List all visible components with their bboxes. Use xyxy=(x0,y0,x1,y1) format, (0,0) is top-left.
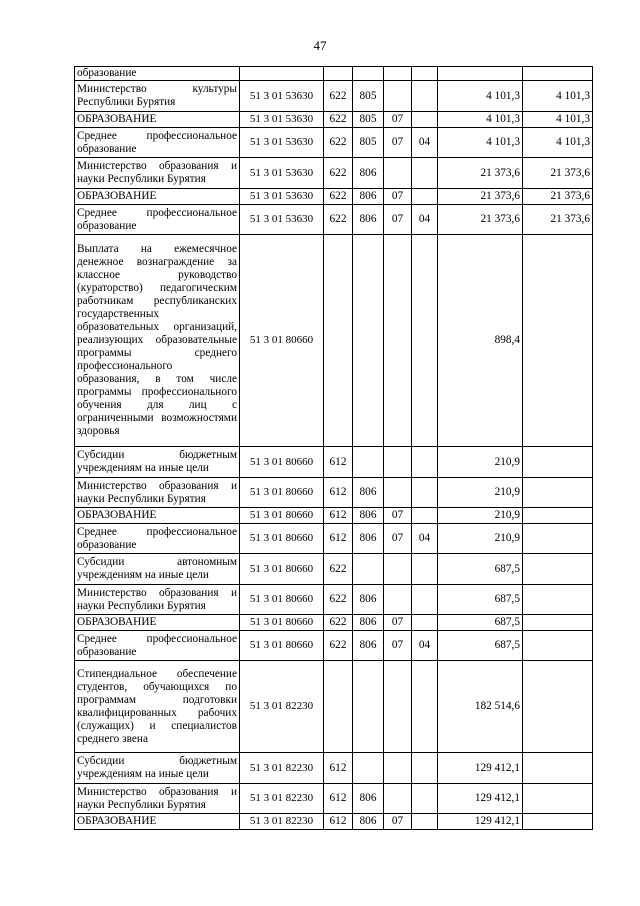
row-subsection xyxy=(412,112,438,128)
table-row xyxy=(75,508,593,524)
row-section xyxy=(384,661,412,753)
row-amount-federal xyxy=(523,235,593,447)
row-subsection xyxy=(412,615,438,631)
row-amount xyxy=(438,67,523,81)
table-row xyxy=(75,631,593,661)
row-ministry-code: 806 xyxy=(353,585,384,615)
table-row xyxy=(75,585,593,615)
table-row xyxy=(75,615,593,631)
row-target-code: 51 3 01 80660 xyxy=(240,235,324,447)
row-ministry-code: 806 xyxy=(353,205,384,235)
table-row xyxy=(75,661,593,753)
row-section xyxy=(384,447,412,478)
row-amount-federal xyxy=(523,554,593,585)
row-amount-federal xyxy=(523,508,593,524)
row-ministry-code xyxy=(353,235,384,447)
row-section: 07 xyxy=(384,508,412,524)
row-ministry-code: 805 xyxy=(353,81,384,112)
row-target-code: 51 3 01 80660 xyxy=(240,478,324,508)
row-target-code: 51 3 01 53630 xyxy=(240,81,324,112)
row-name: Стипендиальное обеспечение студентов, обучающихся по программам подготовки квалифицированных рабочих (служащих) и специалистов среднего звена xyxy=(75,661,240,753)
row-expense-type: 612 xyxy=(324,478,353,508)
row-expense-type: 622 xyxy=(324,112,353,128)
row-ministry-code: 806 xyxy=(353,784,384,814)
row-expense-type: 622 xyxy=(324,158,353,189)
table-row xyxy=(75,814,593,830)
row-expense-type: 612 xyxy=(324,508,353,524)
row-amount: 687,5 xyxy=(438,554,523,585)
row-amount-federal xyxy=(523,753,593,784)
row-section: 07 xyxy=(384,814,412,830)
row-subsection xyxy=(412,478,438,508)
row-ministry-code: 806 xyxy=(353,478,384,508)
row-amount: 210,9 xyxy=(438,524,523,554)
row-name: Среднее профессиональное образование xyxy=(75,524,240,554)
row-amount-federal xyxy=(523,67,593,81)
row-subsection xyxy=(412,661,438,753)
row-target-code: 51 3 01 80660 xyxy=(240,631,324,661)
row-name: ОБРАЗОВАНИЕ xyxy=(75,112,240,128)
row-subsection xyxy=(412,554,438,585)
row-ministry-code: 806 xyxy=(353,814,384,830)
row-subsection xyxy=(412,447,438,478)
table-row xyxy=(75,447,593,478)
row-name: ОБРАЗОВАНИЕ xyxy=(75,814,240,830)
row-amount: 4 101,3 xyxy=(438,112,523,128)
row-name: Министерство образования и науки Республики Бурятия xyxy=(75,478,240,508)
row-expense-type: 612 xyxy=(324,784,353,814)
row-name: Среднее профессиональное образование xyxy=(75,205,240,235)
budget-table-body xyxy=(75,67,593,830)
row-target-code: 51 3 01 80660 xyxy=(240,447,324,478)
row-ministry-code: 806 xyxy=(353,508,384,524)
row-name: образование xyxy=(75,67,240,81)
row-amount-federal xyxy=(523,524,593,554)
row-section: 07 xyxy=(384,112,412,128)
row-amount-federal: 21 373,6 xyxy=(523,205,593,235)
row-amount: 687,5 xyxy=(438,631,523,661)
row-target-code xyxy=(240,67,324,81)
table-row xyxy=(75,205,593,235)
row-section xyxy=(384,753,412,784)
row-ministry-code xyxy=(353,447,384,478)
row-amount-federal xyxy=(523,585,593,615)
page-number: 47 xyxy=(313,38,327,53)
row-expense-type: 622 xyxy=(324,189,353,205)
row-ministry-code xyxy=(353,554,384,585)
row-amount-federal: 4 101,3 xyxy=(523,112,593,128)
row-subsection xyxy=(412,508,438,524)
row-subsection: 04 xyxy=(412,128,438,158)
row-amount: 4 101,3 xyxy=(438,81,523,112)
row-subsection: 04 xyxy=(412,631,438,661)
row-expense-type: 612 xyxy=(324,524,353,554)
row-ministry-code: 805 xyxy=(353,128,384,158)
row-amount: 210,9 xyxy=(438,508,523,524)
row-section xyxy=(384,554,412,585)
row-section xyxy=(384,81,412,112)
table-row xyxy=(75,189,593,205)
row-name: Субсидии бюджетным учреждениям на иные цели xyxy=(75,447,240,478)
row-name: Субсидии автономным учреждениям на иные цели xyxy=(75,554,240,585)
row-section: 07 xyxy=(384,128,412,158)
row-expense-type: 622 xyxy=(324,585,353,615)
table-row xyxy=(75,554,593,585)
row-target-code: 51 3 01 53630 xyxy=(240,128,324,158)
row-amount: 129 412,1 xyxy=(438,753,523,784)
row-ministry-code: 806 xyxy=(353,158,384,189)
row-expense-type: 622 xyxy=(324,615,353,631)
table-row xyxy=(75,81,593,112)
table-row xyxy=(75,67,593,81)
row-ministry-code xyxy=(353,753,384,784)
row-amount-federal xyxy=(523,661,593,753)
row-name: Министерство образования и науки Республики Бурятия xyxy=(75,784,240,814)
row-ministry-code: 806 xyxy=(353,615,384,631)
budget-table xyxy=(74,66,593,830)
table-row xyxy=(75,112,593,128)
row-ministry-code xyxy=(353,67,384,81)
row-target-code: 51 3 01 80660 xyxy=(240,554,324,585)
row-amount-federal: 4 101,3 xyxy=(523,128,593,158)
row-target-code: 51 3 01 80660 xyxy=(240,585,324,615)
row-amount: 687,5 xyxy=(438,615,523,631)
row-section: 07 xyxy=(384,631,412,661)
row-amount: 129 412,1 xyxy=(438,814,523,830)
row-amount-federal xyxy=(523,447,593,478)
row-section xyxy=(384,585,412,615)
row-subsection xyxy=(412,67,438,81)
row-subsection xyxy=(412,814,438,830)
row-amount: 210,9 xyxy=(438,447,523,478)
row-ministry-code: 806 xyxy=(353,189,384,205)
row-ministry-code xyxy=(353,661,384,753)
row-subsection xyxy=(412,235,438,447)
row-subsection xyxy=(412,585,438,615)
row-section xyxy=(384,235,412,447)
row-subsection xyxy=(412,784,438,814)
table-row xyxy=(75,128,593,158)
row-target-code: 51 3 01 80660 xyxy=(240,615,324,631)
row-amount: 4 101,3 xyxy=(438,128,523,158)
row-subsection xyxy=(412,753,438,784)
row-expense-type: 622 xyxy=(324,631,353,661)
row-name: Среднее профессиональное образование xyxy=(75,631,240,661)
row-expense-type xyxy=(324,67,353,81)
row-amount: 21 373,6 xyxy=(438,189,523,205)
table-row xyxy=(75,784,593,814)
row-subsection: 04 xyxy=(412,205,438,235)
row-amount: 21 373,6 xyxy=(438,205,523,235)
row-target-code: 51 3 01 53630 xyxy=(240,158,324,189)
row-ministry-code: 806 xyxy=(353,631,384,661)
row-subsection xyxy=(412,81,438,112)
table-row xyxy=(75,235,593,447)
row-section xyxy=(384,784,412,814)
row-target-code: 51 3 01 82230 xyxy=(240,784,324,814)
table-row xyxy=(75,158,593,189)
row-name: Субсидии бюджетным учреждениям на иные цели xyxy=(75,753,240,784)
row-subsection xyxy=(412,158,438,189)
row-name: Выплата на ежемесячное денежное вознаграждение за классное руководство (кураторство) педагогическим работникам республиканских государственных образовательных организаций, реализующих образовательные программы среднего профессионального образования, в том числе программы профессионального обучения для лиц с ограниченными возможностями здоровья xyxy=(75,235,240,447)
row-expense-type: 622 xyxy=(324,554,353,585)
row-expense-type: 622 xyxy=(324,205,353,235)
row-target-code: 51 3 01 82230 xyxy=(240,814,324,830)
row-target-code: 51 3 01 80660 xyxy=(240,524,324,554)
row-expense-type: 622 xyxy=(324,128,353,158)
row-amount: 21 373,6 xyxy=(438,158,523,189)
row-amount-federal xyxy=(523,631,593,661)
row-amount-federal: 21 373,6 xyxy=(523,158,593,189)
row-name: ОБРАЗОВАНИЕ xyxy=(75,189,240,205)
row-target-code: 51 3 01 53630 xyxy=(240,112,324,128)
row-expense-type: 612 xyxy=(324,753,353,784)
row-amount-federal xyxy=(523,814,593,830)
row-subsection: 04 xyxy=(412,524,438,554)
row-target-code: 51 3 01 82230 xyxy=(240,753,324,784)
row-section xyxy=(384,478,412,508)
row-name: Министерство образования и науки Республики Бурятия xyxy=(75,585,240,615)
row-amount-federal: 21 373,6 xyxy=(523,189,593,205)
row-expense-type: 612 xyxy=(324,447,353,478)
row-expense-type: 612 xyxy=(324,814,353,830)
row-name: Министерство культуры Республики Бурятия xyxy=(75,81,240,112)
row-amount: 129 412,1 xyxy=(438,784,523,814)
row-name: Среднее профессиональное образование xyxy=(75,128,240,158)
row-expense-type: 622 xyxy=(324,81,353,112)
row-section: 07 xyxy=(384,524,412,554)
row-section: 07 xyxy=(384,205,412,235)
row-expense-type xyxy=(324,661,353,753)
row-ministry-code: 805 xyxy=(353,112,384,128)
row-amount-federal xyxy=(523,615,593,631)
row-target-code: 51 3 01 80660 xyxy=(240,508,324,524)
row-amount: 687,5 xyxy=(438,585,523,615)
row-section: 07 xyxy=(384,189,412,205)
row-name: ОБРАЗОВАНИЕ xyxy=(75,508,240,524)
row-section: 07 xyxy=(384,615,412,631)
row-expense-type xyxy=(324,235,353,447)
row-amount-federal: 4 101,3 xyxy=(523,81,593,112)
row-target-code: 51 3 01 53630 xyxy=(240,205,324,235)
row-amount-federal xyxy=(523,784,593,814)
row-amount: 210,9 xyxy=(438,478,523,508)
row-name: ОБРАЗОВАНИЕ xyxy=(75,615,240,631)
table-row xyxy=(75,753,593,784)
row-name: Министерство образования и науки Республики Бурятия xyxy=(75,158,240,189)
row-target-code: 51 3 01 53630 xyxy=(240,189,324,205)
row-subsection xyxy=(412,189,438,205)
row-section xyxy=(384,67,412,81)
row-target-code: 51 3 01 82230 xyxy=(240,661,324,753)
row-ministry-code: 806 xyxy=(353,524,384,554)
row-amount: 898,4 xyxy=(438,235,523,447)
row-section xyxy=(384,158,412,189)
row-amount: 182 514,6 xyxy=(438,661,523,753)
table-row xyxy=(75,478,593,508)
row-amount-federal xyxy=(523,478,593,508)
table-row xyxy=(75,524,593,554)
